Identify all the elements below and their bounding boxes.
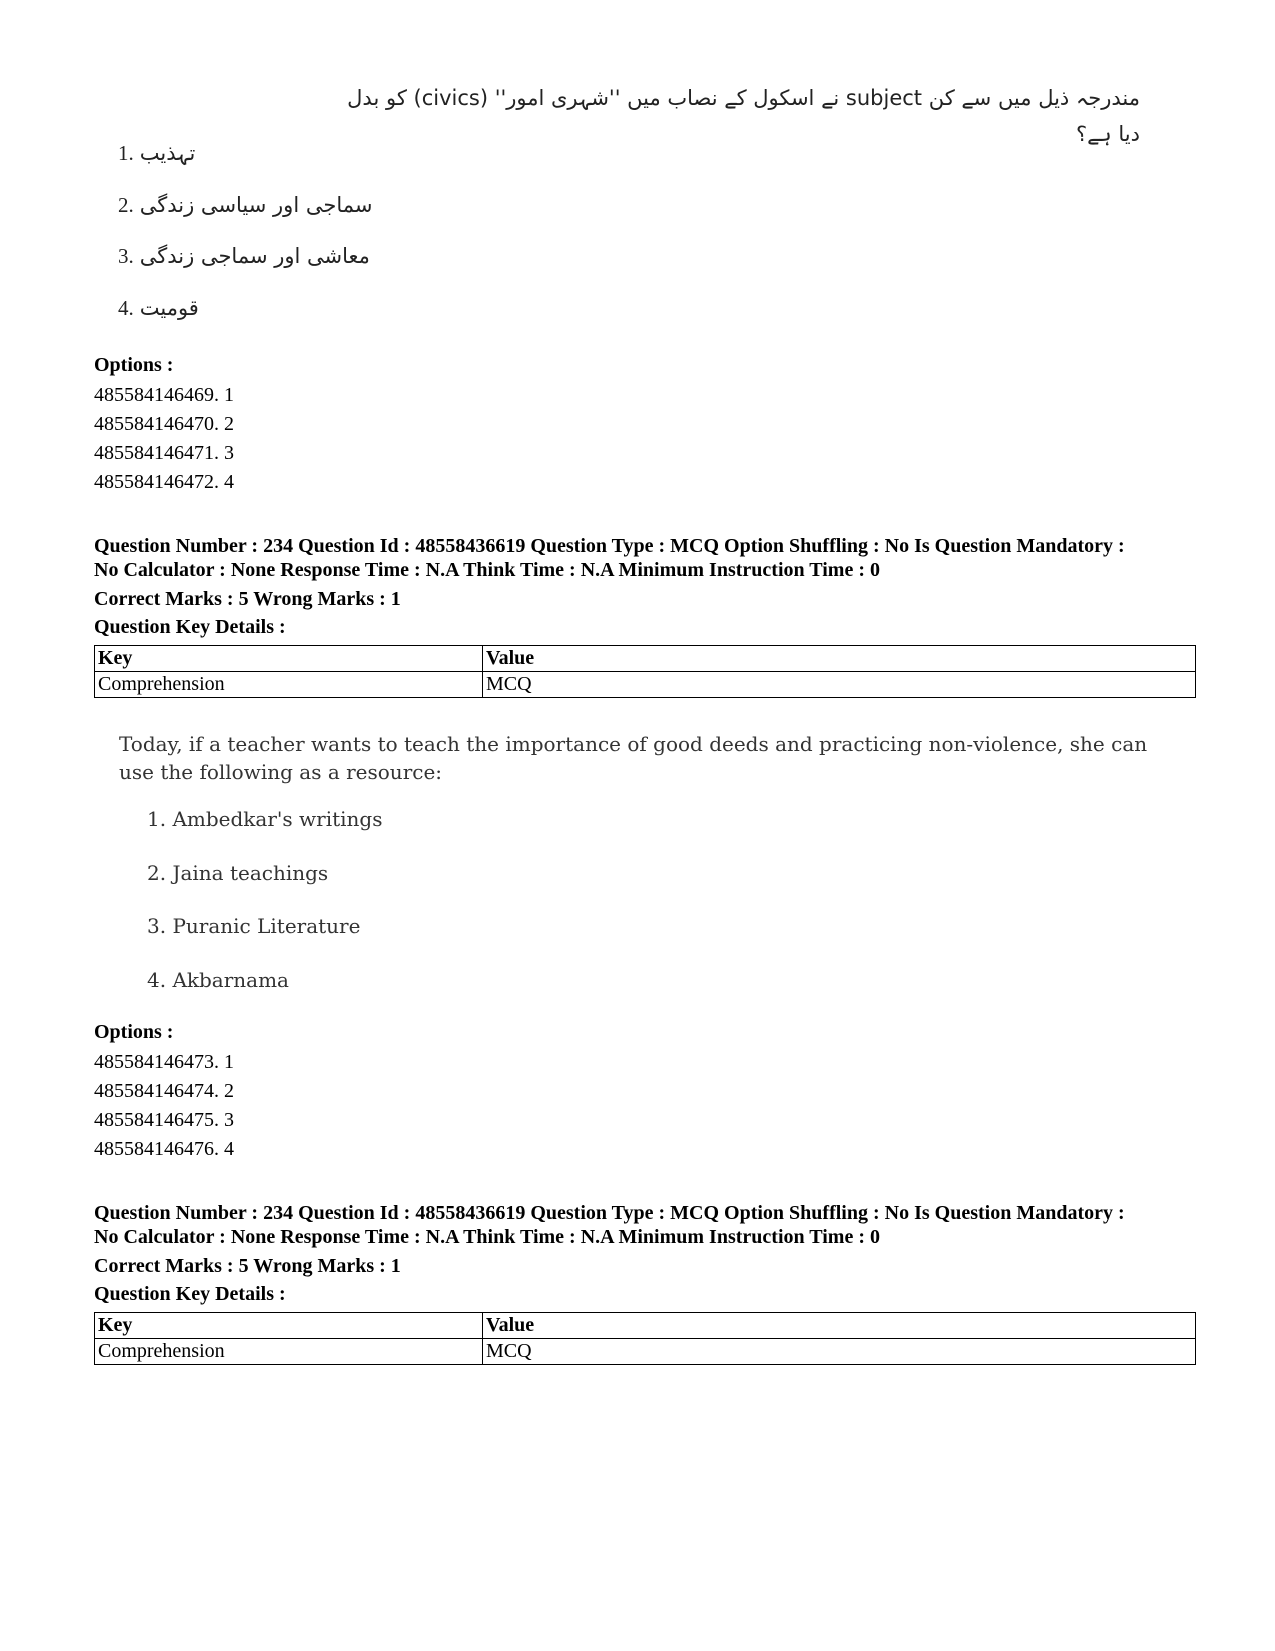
question-meta <box>94 1201 1204 1249</box>
option-item: 485584146476. 4 <box>94 1138 234 1160</box>
option-item: 485584146469. 1 <box>94 384 234 406</box>
table-cell-value: MCQ <box>483 672 1196 698</box>
option-item: 485584146475. 3 <box>94 1109 234 1131</box>
marks-line: Correct Marks : 5 Wrong Marks : 1 <box>94 1255 401 1277</box>
item-text: تہذیب <box>139 141 196 165</box>
option-item: 485584146471. 3 <box>94 442 234 464</box>
question-meta <box>94 534 1204 582</box>
item-text: معاشی اور سماجی زندگی <box>139 244 370 268</box>
key-details-table <box>94 1312 1196 1365</box>
options-list <box>94 381 234 497</box>
item-number: 2. <box>118 192 134 217</box>
options-list <box>94 1048 234 1164</box>
question-1-item <box>118 291 199 325</box>
question-2-item: 4. Akbarnama <box>147 968 289 992</box>
marks-line: Correct Marks : 5 Wrong Marks : 1 <box>94 588 401 610</box>
meta-line-2: No Calculator : None Response Time : N.A Think Time : N.A Minimum Instruction Time : 0 <box>94 559 880 581</box>
question-1-item <box>118 136 195 170</box>
table-header-key: Key <box>95 1313 483 1339</box>
key-details-table <box>94 645 1196 698</box>
question-1-item <box>118 188 372 222</box>
table-cell-value: MCQ <box>483 1339 1196 1365</box>
item-text: قومیت <box>139 296 199 320</box>
option-item: 485584146470. 2 <box>94 413 234 435</box>
key-details-label: Question Key Details : <box>94 1283 286 1305</box>
option-item: 485584146473. 1 <box>94 1051 234 1073</box>
table-header-key: Key <box>95 646 483 672</box>
question-2-item: 3. Puranic Literature <box>147 914 361 938</box>
key-details-label: Question Key Details : <box>94 616 286 638</box>
item-text: سماجی اور سیاسی زندگی <box>139 193 373 217</box>
options-label: Options : <box>94 1021 174 1043</box>
table-cell-key: Comprehension <box>95 1339 483 1365</box>
question-1-stem: مندرجہ ذیل میں سے کن subject نے اسکول کے نصاب میں ''شہری امور'' (civics) کو بدل دیا ہے؟ <box>347 86 1140 146</box>
table-header-value: Value <box>483 646 1196 672</box>
meta-line-1: Question Number : 234 Question Id : 48558436619 Question Type : MCQ Option Shuffling : No Is Question Mandatory : <box>94 535 1125 557</box>
item-number: 3. <box>118 243 134 268</box>
table-cell-key: Comprehension <box>95 672 483 698</box>
table-header-row <box>95 646 1196 672</box>
question-2-stem: Today, if a teacher wants to teach the importance of good deeds and practicing non-violence, she can use the following as a resource: <box>119 732 1148 784</box>
table-header-value: Value <box>483 1313 1196 1339</box>
options-label: Options : <box>94 354 174 376</box>
table-header-row <box>95 1313 1196 1339</box>
question-2-item: 2. Jaina teachings <box>147 861 329 885</box>
meta-line-2: No Calculator : None Response Time : N.A Think Time : N.A Minimum Instruction Time : 0 <box>94 1226 880 1248</box>
option-item: 485584146472. 4 <box>94 471 234 493</box>
table-row <box>95 1339 1196 1365</box>
question-2-item: 1. Ambedkar's writings <box>147 807 383 831</box>
question-1-item <box>118 239 370 273</box>
meta-line-1: Question Number : 234 Question Id : 48558436619 Question Type : MCQ Option Shuffling : No Is Question Mandatory : <box>94 1202 1125 1224</box>
item-number: 4. <box>118 295 134 320</box>
item-number: 1. <box>118 140 134 165</box>
table-row <box>95 672 1196 698</box>
option-item: 485584146474. 2 <box>94 1080 234 1102</box>
